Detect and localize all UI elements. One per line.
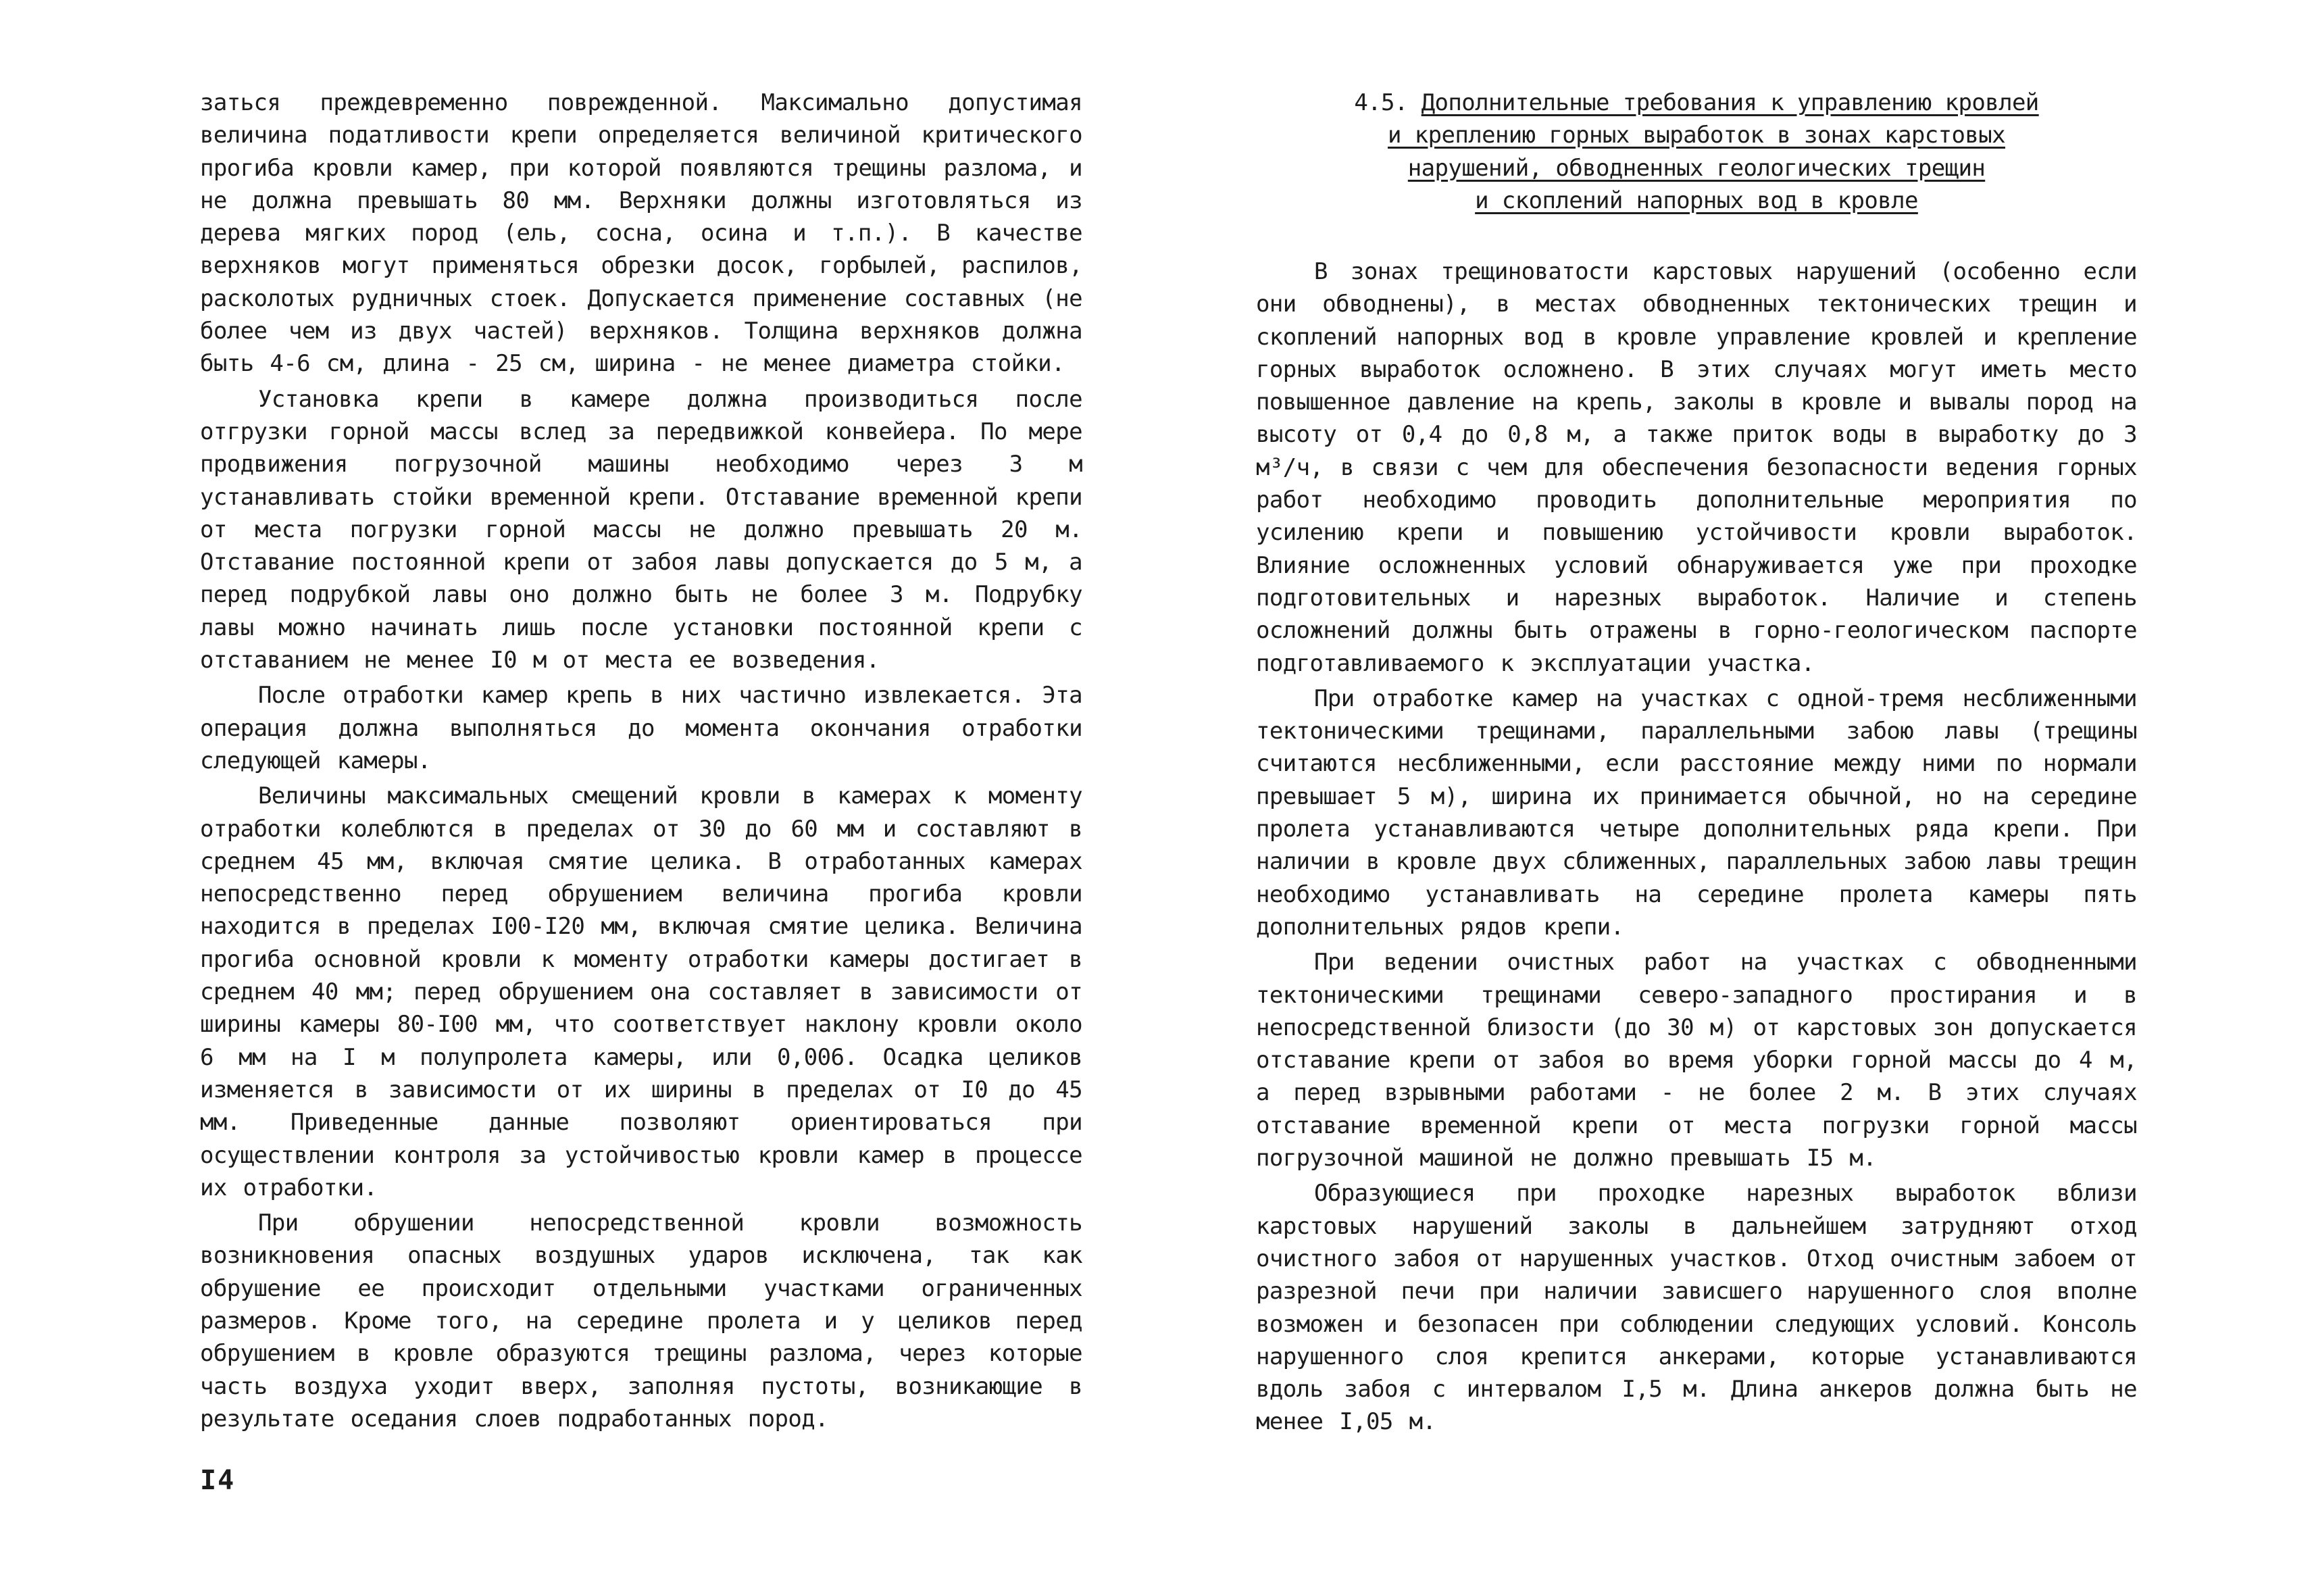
right-paragraph-3: При ведении очистных работ на участках с обводненными тектоническими трещинами северо-западного простирания и в непосредственной близости (до 30 м) от карстовых зон допускается отставание крепи от забоя во время уборки горной массы до 4 м, а перед взрывными работами - не более 2 м. В этих случаях отставание временной крепи от места погрузки горной массы погрузочной машиной не должно превышать I5 м. — [1256, 949, 2137, 1172]
section-heading-line-4 — [1256, 184, 2137, 217]
right-paragraph-1: В зонах трещиноватости карстовых нарушений (особенно если они обводнены), в местах обводненных тектонических трещин и скоплений напорных вод в кровле управление кровлей и крепление горных выработок осложнено. В этих случаях могут иметь место повышенное давление на крепь, заколы в кровле и вывалы пород на высоту от 0,4 до 0,8 м, а также приток воды в выработку до 3 м³/ч, в связи с чем для обеспечения безопасности ведения горных работ необходимо проводить дополнительные мероприятия по усилению крепи и повышению устойчивости кровли выработок. Влияние осложненных условий обнаруживается уже при проходке подготовительных и нарезных выработок. Наличие и степень осложнений должны быть отражены в горно-геологическом паспорте подготавливаемого к эксплуатации участка. — [1256, 258, 2137, 677]
right-paragraph-4: Образующиеся при проходке нарезных выработок вблизи карстовых нарушений заколы в дальнейшем затрудняют отход очистного забоя от нарушенных участков. Отход очистным забоем от разрезной печи при наличии зависшего нарушенного слоя вполне возможен и безопасен при соблюдении следующих условий. Консоль нарушенного слоя крепится анкерами, которые устанавливаются вдоль забоя с интервалом I,5 м. Длина анкеров должна быть не менее I,05 м. — [1256, 1180, 2137, 1436]
right-text-column — [1256, 255, 2137, 1441]
section-heading — [1256, 86, 2137, 217]
section-number: 4.5. — [1354, 89, 1408, 116]
section-heading-line-3-text: нарушений, обводненных геологических трещин — [1407, 154, 1986, 182]
section-heading-line-2-text: и креплению горных выработок в зонах карстовых — [1387, 122, 2005, 149]
section-heading-line-3 — [1256, 152, 2137, 184]
right-page — [1157, 0, 2313, 1596]
section-heading-line-1 — [1256, 86, 2137, 119]
left-paragraph-3: После отработки камер крепь в них частично извлекается. Эта операция должна выполняться до момента окончания отработки следующей камеры. — [200, 682, 1082, 774]
section-heading-line-4-text: и скоплений напорных вод в кровле — [1475, 186, 1918, 214]
right-paragraph-2: При отработке камер на участках с одной-тремя несближенными тектоническими трещинами, параллельными забою лавы (трещины считаются несближенными, если расстояние между ними по нормали превышает 5 м), ширина их принимается обычной, но на середине пролета устанавливаются четыре дополнительных ряда крепи. При наличии в кровле двух сближенных, параллельных забою лавы трещин необходимо устанавливать на середине пролета камеры пять дополнительных рядов крепи. — [1256, 684, 2137, 941]
left-paragraph-4: Величины максимальных смещений кровли в камерах к моменту отработки колеблются в пределах от 30 до 60 мм и составляют в среднем 45 мм, включая смятие целика. В отработанных камерах непосредственно перед обрушением величина прогиба кровли находится в пределах I00-I20 мм, включая смятие целика. Величина прогиба основной кровли к моменту отработки камеры достигает в среднем 40 мм; перед обрушением она составляет в зависимости от ширины камеры 80-I00 мм, что соответствует наклону кровли около 6 мм на I м полупролета камеры, или 0,006. Осадка целиков изменяется в зависимости от их ширины в пределах от I0 до 45 мм. Приведенные данные позволяют ориентироваться при осуществлении контроля за устойчивостью кровли камер в процессе их отработки. — [200, 782, 1082, 1201]
section-heading-line-2 — [1256, 119, 2137, 151]
left-text-column — [200, 86, 1082, 1438]
left-paragraph-1: заться преждевременно поврежденной. Максимально допустимая величина податливости крепи определяется величиной критического прогиба кровли камер, при которой появляются трещины разлома, и не должна превышать 80 мм. Верхняки должны изготовляться из дерева мягких пород (ель, сосна, осина и т.п.). В качестве верхняков могут применяться обрезки досок, горбылей, распилов, расколотых рудничных стоек. Допускается применение составных (не более чем из двух частей) верхняков. Толщина верхняков должна быть 4-6 см, длина - 25 см, ширина - не менее диаметра стойки. — [200, 89, 1082, 378]
section-heading-line-1-text: Дополнительные требования к управлению кровлей — [1421, 89, 2039, 116]
left-paragraph-2: Установка крепи в камере должна производиться после отгрузки горной массы вслед за передвижкой конвейера. По мере продвижения погрузочной машины необходимо через 3 м устанавливать стойки временной крепи. Отставание временной крепи от места погрузки горной массы не должно превышать 20 м. Отставание постоянной крепи от забоя лавы допускается до 5 м, а перед подрубкой лавы оно должно быть не более 3 м. Подрубку лавы можно начинать лишь после установки постоянной крепи с отставанием не менее I0 м от места ее возведения. — [200, 385, 1082, 674]
page-number: I4 — [200, 1465, 236, 1496]
left-paragraph-5: При обрушении непосредственной кровли возможность возникновения опасных воздушных ударов исключена, так как обрушение ее происходит отдельными участками ограниченных размеров. Кроме того, на середине пролета и у целиков перед обрушением в кровле образуются трещины разлома, через которые часть воздуха уходит вверх, заполняя пустоты, возникающие в результате оседания слоев подработанных пород. — [200, 1210, 1082, 1432]
